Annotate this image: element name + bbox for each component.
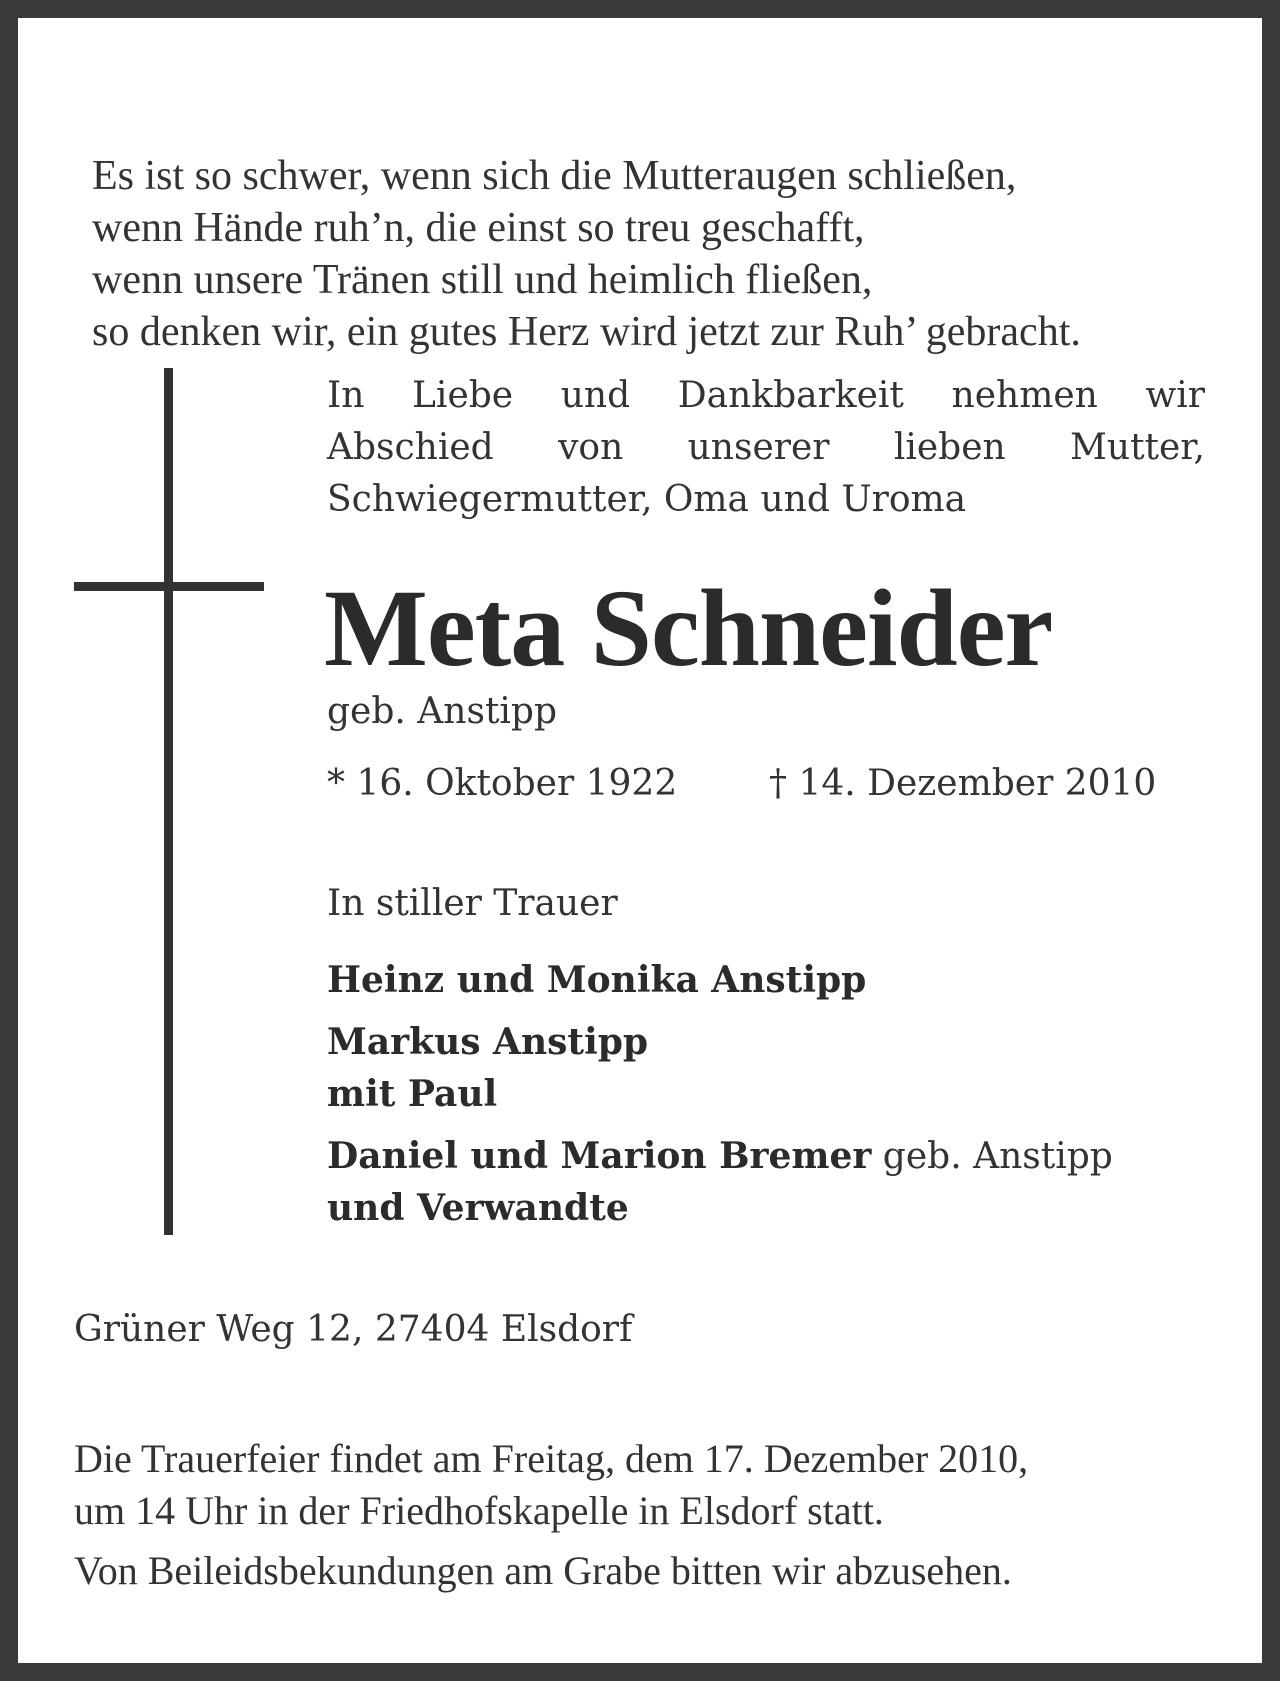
ceremony-text bbox=[74, 1432, 1028, 1536]
intro-line-1: In Liebe und Dankbarkeit nehmen wir bbox=[327, 375, 1205, 416]
ceremony-line-2: um 14 Uhr in der Friedhofskapelle in Elsdorf statt. bbox=[74, 1488, 884, 1533]
mourner-name: und Verwandte bbox=[327, 1187, 629, 1229]
mourner-maiden-name: geb. Anstipp bbox=[871, 1136, 1113, 1177]
mourner-entry-3 bbox=[327, 1130, 1113, 1183]
mourner-entry-2-sub bbox=[327, 1068, 497, 1121]
deceased-name: Meta Schneider bbox=[324, 567, 1053, 689]
birth-date: * 16. Oktober 1922 bbox=[327, 763, 678, 804]
address: Grüner Weg 12, 27404 Elsdorf bbox=[74, 1309, 633, 1350]
poem-line-3: wenn unsere Tränen still und heimlich fließen, bbox=[92, 257, 873, 303]
condolence-note: Von Beileidsbekundungen am Grabe bitten wir abzusehen. bbox=[74, 1548, 1012, 1593]
mourner-name: Markus Anstipp bbox=[327, 1021, 649, 1063]
intro-line-2: Abschied von unserer lieben Mutter, bbox=[327, 427, 1205, 468]
poem-line-4: so denken wir, ein gutes Herz wird jetzt zur Ruh’ gebracht. bbox=[92, 309, 1081, 355]
poem bbox=[92, 150, 1242, 358]
mourning-heading: In stiller Trauer bbox=[327, 883, 618, 924]
mourner-name: Daniel und Marion Bremer bbox=[327, 1135, 872, 1177]
poem-line-2: wenn Hände ruh’n, die einst so treu geschafft, bbox=[92, 205, 865, 251]
mourner-entry-1 bbox=[327, 954, 866, 1007]
poem-line-1: Es ist so schwer, wenn sich die Mutteraugen schließen, bbox=[92, 153, 1017, 199]
mourner-name: mit Paul bbox=[327, 1073, 498, 1115]
ceremony-line-1: Die Trauerfeier findet am Freitag, dem 17. Dezember 2010, bbox=[74, 1436, 1029, 1481]
death-date: † 14. Dezember 2010 bbox=[769, 763, 1157, 804]
mourner-name: Heinz und Monika Anstipp bbox=[327, 959, 867, 1001]
maiden-name: geb. Anstipp bbox=[327, 691, 558, 732]
cross-icon-vertical-bar bbox=[164, 368, 173, 1235]
cross-icon-horizontal-bar bbox=[74, 582, 264, 591]
intro-line-3: Schwiegermutter, Oma und Uroma bbox=[327, 479, 967, 520]
intro-text bbox=[327, 370, 1205, 526]
mourner-entry-4 bbox=[327, 1182, 629, 1235]
mourner-entry-2 bbox=[327, 1016, 648, 1069]
